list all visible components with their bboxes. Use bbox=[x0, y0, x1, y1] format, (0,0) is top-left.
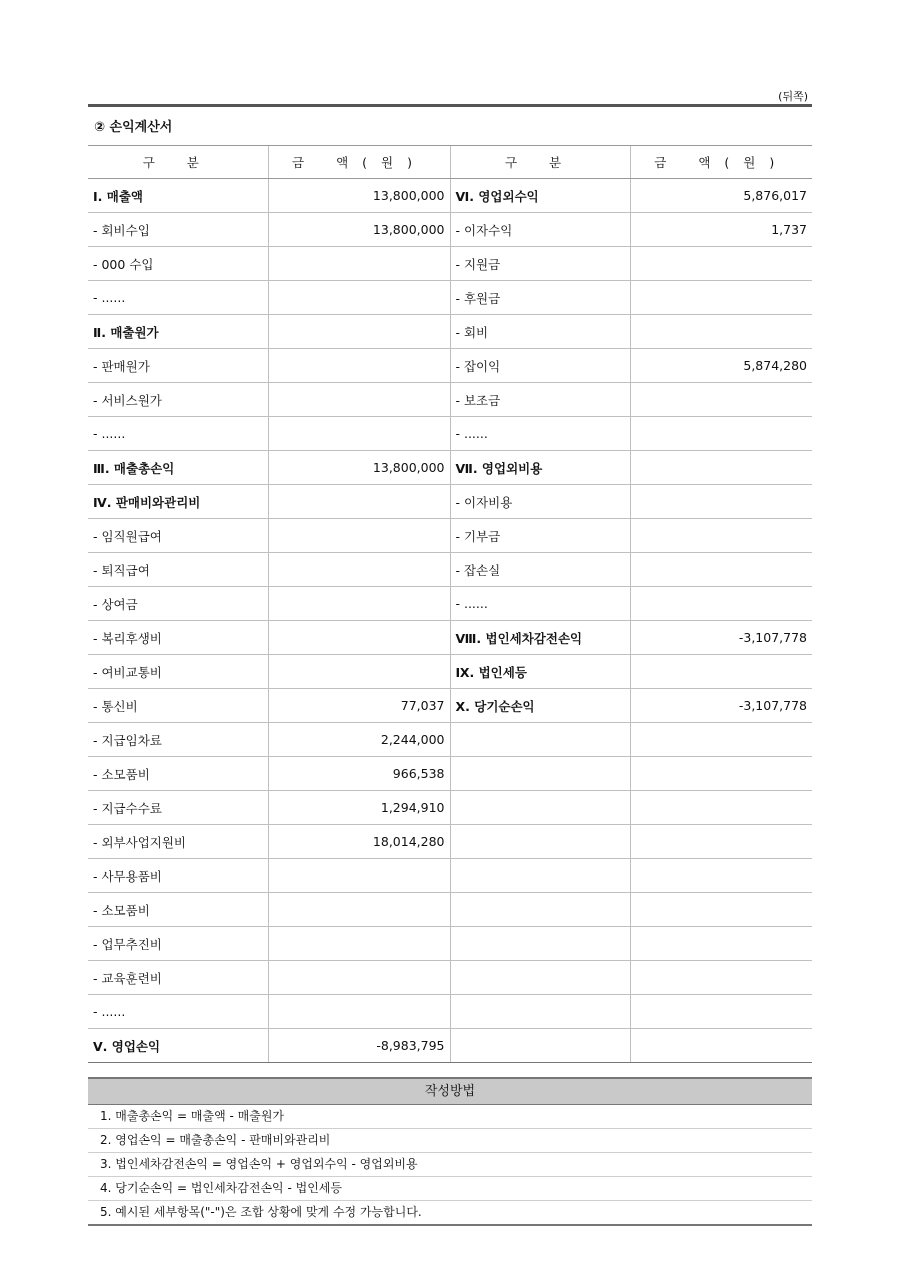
right-item-amount bbox=[630, 587, 812, 621]
left-item-amount bbox=[268, 893, 450, 927]
table-row bbox=[88, 553, 812, 587]
left-item-amount bbox=[268, 417, 450, 451]
header-amount-left: 금 액(원) bbox=[268, 146, 450, 179]
left-item-label: - 통신비 bbox=[88, 689, 268, 723]
right-item-amount bbox=[630, 553, 812, 587]
table-row bbox=[88, 655, 812, 689]
header-category-right: 구 분 bbox=[450, 146, 630, 179]
right-item-label: - 이자비용 bbox=[450, 485, 630, 519]
table-row bbox=[88, 825, 812, 859]
left-item-amount bbox=[268, 247, 450, 281]
income-statement-table bbox=[88, 145, 812, 1063]
right-item-label bbox=[450, 825, 630, 859]
right-item-label: - 후원금 bbox=[450, 281, 630, 315]
table-row bbox=[88, 281, 812, 315]
left-item-amount: 13,800,000 bbox=[268, 451, 450, 485]
left-item-label: Ⅴ. 영업손익 bbox=[88, 1029, 268, 1063]
right-item-amount bbox=[630, 927, 812, 961]
right-item-amount bbox=[630, 961, 812, 995]
left-item-amount bbox=[268, 281, 450, 315]
top-rule bbox=[88, 104, 812, 107]
left-item-amount bbox=[268, 349, 450, 383]
left-item-label: - 서비스원가 bbox=[88, 383, 268, 417]
left-item-amount: 966,538 bbox=[268, 757, 450, 791]
table-row bbox=[88, 213, 812, 247]
table-row bbox=[88, 961, 812, 995]
right-item-amount: -3,107,778 bbox=[630, 621, 812, 655]
table-row bbox=[88, 349, 812, 383]
right-item-amount bbox=[630, 485, 812, 519]
left-item-label: - 퇴직급여 bbox=[88, 553, 268, 587]
left-item-amount bbox=[268, 587, 450, 621]
right-item-label: Ⅹ. 당기순손익 bbox=[450, 689, 630, 723]
left-item-amount bbox=[268, 485, 450, 519]
left-item-label: Ⅲ. 매출총손익 bbox=[88, 451, 268, 485]
left-item-amount bbox=[268, 383, 450, 417]
right-item-amount bbox=[630, 383, 812, 417]
page-note: (뒤쪽) bbox=[778, 90, 808, 103]
right-item-label bbox=[450, 927, 630, 961]
right-item-label: - ...... bbox=[450, 417, 630, 451]
table-row bbox=[88, 485, 812, 519]
right-item-amount bbox=[630, 281, 812, 315]
left-item-amount: 13,800,000 bbox=[268, 213, 450, 247]
method-line: 3. 법인세차감전손익 = 영업손익 + 영업외수익 - 영업외비용 bbox=[88, 1153, 812, 1177]
right-item-amount bbox=[630, 247, 812, 281]
left-item-label: - 임직원급여 bbox=[88, 519, 268, 553]
left-item-label: - ...... bbox=[88, 995, 268, 1029]
left-item-amount: 1,294,910 bbox=[268, 791, 450, 825]
table-row bbox=[88, 689, 812, 723]
right-item-label bbox=[450, 791, 630, 825]
right-item-label bbox=[450, 893, 630, 927]
right-item-label: Ⅷ. 법인세차감전손익 bbox=[450, 621, 630, 655]
table-row bbox=[88, 859, 812, 893]
table-row bbox=[88, 315, 812, 349]
right-item-label bbox=[450, 1029, 630, 1063]
right-item-label: - 회비 bbox=[450, 315, 630, 349]
table-row bbox=[88, 519, 812, 553]
right-item-amount bbox=[630, 757, 812, 791]
left-item-label: - ...... bbox=[88, 417, 268, 451]
table-row bbox=[88, 995, 812, 1029]
left-item-label: - 상여금 bbox=[88, 587, 268, 621]
right-item-label: Ⅶ. 영업외비용 bbox=[450, 451, 630, 485]
table-row bbox=[88, 723, 812, 757]
right-item-label: - 보조금 bbox=[450, 383, 630, 417]
left-item-label: Ⅱ. 매출원가 bbox=[88, 315, 268, 349]
right-item-amount bbox=[630, 825, 812, 859]
left-item-amount bbox=[268, 995, 450, 1029]
left-item-label: - 판매원가 bbox=[88, 349, 268, 383]
right-item-amount: 5,876,017 bbox=[630, 179, 812, 213]
table-row bbox=[88, 383, 812, 417]
table-row bbox=[88, 1029, 812, 1063]
left-item-label: - 복리후생비 bbox=[88, 621, 268, 655]
right-item-label bbox=[450, 723, 630, 757]
left-item-label: - 소모품비 bbox=[88, 757, 268, 791]
right-item-amount bbox=[630, 519, 812, 553]
right-item-label: - 이자수익 bbox=[450, 213, 630, 247]
right-item-amount bbox=[630, 315, 812, 349]
table-row bbox=[88, 451, 812, 485]
right-item-label bbox=[450, 995, 630, 1029]
left-item-label: - 여비교통비 bbox=[88, 655, 268, 689]
right-item-amount bbox=[630, 655, 812, 689]
right-item-label: - 잡이익 bbox=[450, 349, 630, 383]
right-item-label bbox=[450, 757, 630, 791]
left-item-amount: 18,014,280 bbox=[268, 825, 450, 859]
right-item-amount bbox=[630, 1029, 812, 1063]
table-row bbox=[88, 179, 812, 213]
left-item-label: - 사무용품비 bbox=[88, 859, 268, 893]
right-item-label: - 기부금 bbox=[450, 519, 630, 553]
right-item-amount: 1,737 bbox=[630, 213, 812, 247]
right-item-label: Ⅵ. 영업외수익 bbox=[450, 179, 630, 213]
right-item-amount: 5,874,280 bbox=[630, 349, 812, 383]
left-item-label: Ⅳ. 판매비와관리비 bbox=[88, 485, 268, 519]
table-body bbox=[88, 179, 812, 1063]
left-item-label: Ⅰ. 매출액 bbox=[88, 179, 268, 213]
table-row bbox=[88, 893, 812, 927]
method-line: 2. 영업손익 = 매출총손익 - 판매비와관리비 bbox=[88, 1129, 812, 1153]
right-item-amount bbox=[630, 417, 812, 451]
right-item-amount bbox=[630, 451, 812, 485]
left-item-amount bbox=[268, 961, 450, 995]
right-item-amount bbox=[630, 859, 812, 893]
left-item-amount bbox=[268, 315, 450, 349]
table-row bbox=[88, 587, 812, 621]
right-item-label: - ...... bbox=[450, 587, 630, 621]
table-row bbox=[88, 247, 812, 281]
method-line: 4. 당기순손익 = 법인세차감전손익 - 법인세등 bbox=[88, 1177, 812, 1201]
left-item-label: - 지급임차료 bbox=[88, 723, 268, 757]
right-item-amount: -3,107,778 bbox=[630, 689, 812, 723]
left-item-label: - 교육훈련비 bbox=[88, 961, 268, 995]
table-row bbox=[88, 927, 812, 961]
left-item-label: - 외부사업지원비 bbox=[88, 825, 268, 859]
left-item-label: - 회비수입 bbox=[88, 213, 268, 247]
method-line: 5. 예시된 세부항목("-")은 조합 상황에 맞게 수정 가능합니다. bbox=[88, 1201, 812, 1226]
left-item-amount: 2,244,000 bbox=[268, 723, 450, 757]
left-item-amount bbox=[268, 927, 450, 961]
left-item-label: - 지급수수료 bbox=[88, 791, 268, 825]
left-item-amount: 13,800,000 bbox=[268, 179, 450, 213]
right-item-amount bbox=[630, 723, 812, 757]
writing-method-title: 작성방법 bbox=[88, 1077, 812, 1105]
right-item-amount bbox=[630, 791, 812, 825]
right-item-label bbox=[450, 961, 630, 995]
right-item-amount bbox=[630, 893, 812, 927]
left-item-label: - ...... bbox=[88, 281, 268, 315]
right-item-label bbox=[450, 859, 630, 893]
left-item-amount bbox=[268, 859, 450, 893]
right-item-amount bbox=[630, 995, 812, 1029]
section-title: ② 손익계산서 bbox=[94, 120, 173, 135]
left-item-amount: 77,037 bbox=[268, 689, 450, 723]
writing-method-box bbox=[88, 1077, 812, 1226]
header-category-left: 구 분 bbox=[88, 146, 268, 179]
left-item-label: - 업무추진비 bbox=[88, 927, 268, 961]
header-amount-right: 금 액(원) bbox=[630, 146, 812, 179]
left-item-amount bbox=[268, 655, 450, 689]
table-header-row bbox=[88, 146, 812, 179]
right-item-label: Ⅸ. 법인세등 bbox=[450, 655, 630, 689]
method-line: 1. 매출총손익 = 매출액 - 매출원가 bbox=[88, 1105, 812, 1129]
left-item-amount: -8,983,795 bbox=[268, 1029, 450, 1063]
left-item-label: - 000 수입 bbox=[88, 247, 268, 281]
table-row bbox=[88, 757, 812, 791]
table-row bbox=[88, 621, 812, 655]
left-item-amount bbox=[268, 621, 450, 655]
left-item-label: - 소모품비 bbox=[88, 893, 268, 927]
left-item-amount bbox=[268, 519, 450, 553]
table-row bbox=[88, 417, 812, 451]
right-item-label: - 지원금 bbox=[450, 247, 630, 281]
right-item-label: - 잡손실 bbox=[450, 553, 630, 587]
left-item-amount bbox=[268, 553, 450, 587]
table-row bbox=[88, 791, 812, 825]
